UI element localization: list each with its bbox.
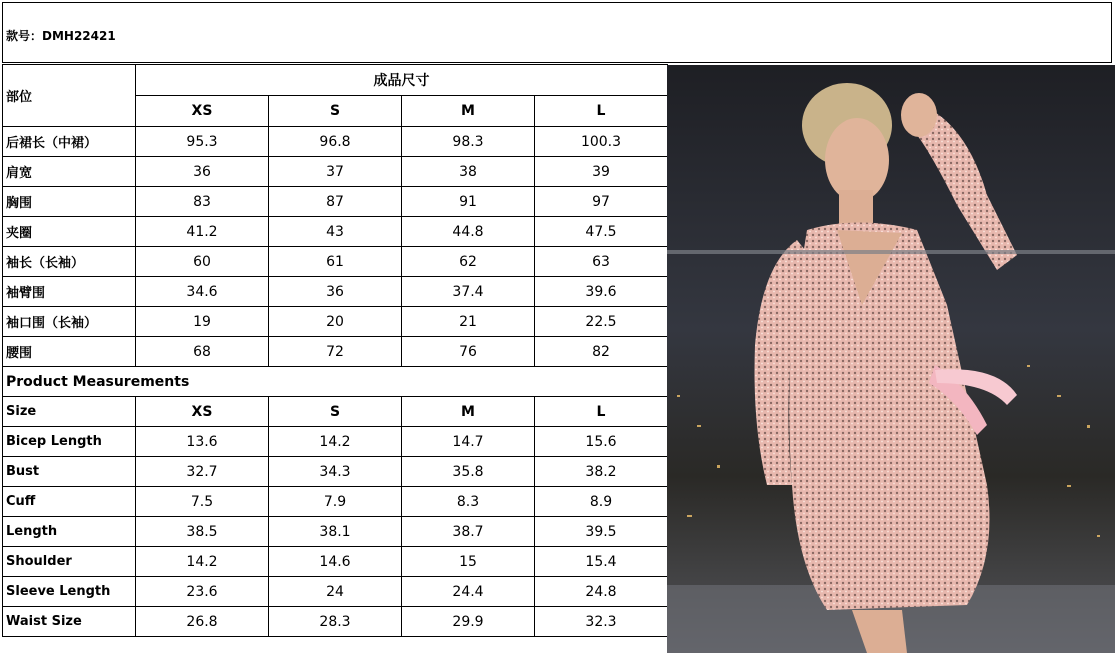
measurement-cell: 38.5 [136,517,269,547]
measurement-cell: 14.6 [269,547,402,577]
size-header-xs: XS [136,96,269,127]
measurement-cell: 95.3 [136,127,269,157]
table-row [3,247,668,277]
measurement-cell: 62 [402,247,535,277]
measurement-cell: 23.6 [136,577,269,607]
size-header-m: M [402,96,535,127]
row-label: 后裙长（中裙） [3,127,136,157]
measurement-cell: 96.8 [269,127,402,157]
style-number: 款号：DMH22421 [6,29,116,43]
measurement-cell: 15.4 [535,547,668,577]
measurement-cell: 7.9 [269,487,402,517]
measurement-cell: 28.3 [269,607,402,637]
measurement-cell: 15 [402,547,535,577]
measurement-cell: 24 [269,577,402,607]
measurement-cell: 38 [402,157,535,187]
product-measurements-title: Product Measurements [3,367,668,397]
measurement-cell: 61 [269,247,402,277]
measurement-cell: 37.4 [402,277,535,307]
row-label: 腰围 [3,337,136,367]
measurement-cell: 47.5 [535,217,668,247]
row-label: 夹圈 [3,217,136,247]
row-label: Bust [3,457,136,487]
measurement-cell: 38.2 [535,457,668,487]
measurement-cell: 41.2 [136,217,269,247]
size-label: Size [3,397,136,427]
table-row [3,217,668,247]
row-label: Sleeve Length [3,577,136,607]
measurement-cell: 8.9 [535,487,668,517]
table-row [3,547,668,577]
measurement-cell: 38.7 [402,517,535,547]
table-row [3,307,668,337]
row-label: Bicep Length [3,427,136,457]
measurement-cell: 97 [535,187,668,217]
measurement-cell: 39 [535,157,668,187]
table-row [3,577,668,607]
measurement-cell: 21 [402,307,535,337]
measurement-cell: 39.6 [535,277,668,307]
measurement-cell: 32.7 [136,457,269,487]
table-row [3,457,668,487]
measurement-cell: 87 [269,187,402,217]
measurement-cell: 63 [535,247,668,277]
row-label: Cuff [3,487,136,517]
measurement-cell: 44.8 [402,217,535,247]
measurement-cell: 24.8 [535,577,668,607]
en-size-header-xs: XS [136,397,269,427]
table-row [3,427,668,457]
measurement-cell: 91 [402,187,535,217]
measurement-cell: 35.8 [402,457,535,487]
table-row [3,337,668,367]
row-label: Length [3,517,136,547]
measurement-cell: 8.3 [402,487,535,517]
measurement-cell: 13.6 [136,427,269,457]
measurement-cell: 19 [136,307,269,337]
measurement-cell: 98.3 [402,127,535,157]
measurement-cell: 36 [269,277,402,307]
table-row [3,187,668,217]
measurement-cell: 100.3 [535,127,668,157]
measurement-cell: 34.3 [269,457,402,487]
measurement-cell: 7.5 [136,487,269,517]
measurement-cell: 76 [402,337,535,367]
table-row [3,157,668,187]
product-photo [667,65,1115,653]
row-label: Waist Size [3,607,136,637]
table-row [3,127,668,157]
measurement-cell: 72 [269,337,402,367]
measurement-cell: 15.6 [535,427,668,457]
table-row [3,607,668,637]
en-rows [3,427,668,637]
measurement-cell: 36 [136,157,269,187]
measurement-cell: 39.5 [535,517,668,547]
measurement-cell: 32.3 [535,607,668,637]
table-row [3,277,668,307]
row-label: 袖长（长袖） [3,247,136,277]
measurement-cell: 34.6 [136,277,269,307]
measurement-cell: 60 [136,247,269,277]
row-label: 肩宽 [3,157,136,187]
cn-rows [3,127,668,367]
measurement-cell: 38.1 [269,517,402,547]
table-row [3,517,668,547]
en-size-header-s: S [269,397,402,427]
en-size-header-m: M [402,397,535,427]
style-header [2,2,1112,63]
measurement-cell: 14.7 [402,427,535,457]
part-header: 部位 [3,65,136,127]
measurement-cell: 14.2 [136,547,269,577]
measurement-cell: 68 [136,337,269,367]
measurement-cell: 83 [136,187,269,217]
size-header-l: L [535,96,668,127]
row-label: 袖口围（长袖） [3,307,136,337]
row-label: Shoulder [3,547,136,577]
row-label: 胸围 [3,187,136,217]
measurement-cell: 14.2 [269,427,402,457]
measurement-cell: 82 [535,337,668,367]
table-row [3,487,668,517]
measurement-cell: 22.5 [535,307,668,337]
measurement-cell: 24.4 [402,577,535,607]
en-size-header-l: L [535,397,668,427]
measurement-cell: 20 [269,307,402,337]
model-illustration [667,65,1115,653]
size-chart-table [2,64,668,637]
row-label: 袖臂围 [3,277,136,307]
measurement-cell: 37 [269,157,402,187]
size-header-s: S [269,96,402,127]
measurement-cell: 29.9 [402,607,535,637]
measurement-cell: 43 [269,217,402,247]
measurement-cell: 26.8 [136,607,269,637]
finished-size-header: 成品尺寸 [136,65,668,96]
